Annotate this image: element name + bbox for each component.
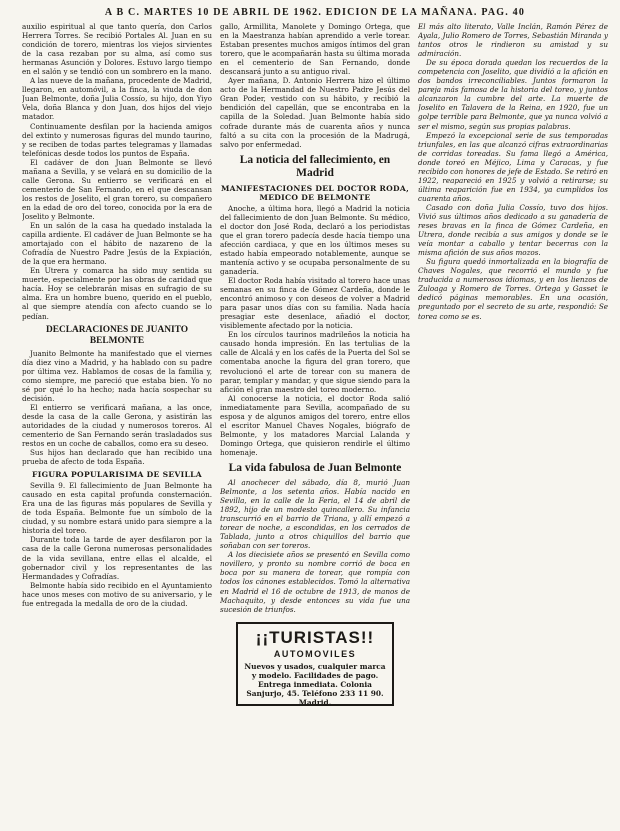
page-header: A B C. MARTES 10 DE ABRIL DE 1962. EDICION DE LA MAÑANA. PAG. 40	[104, 7, 526, 18]
declarations-headline: DECLARACIONES DE JUANITO BELMONTE	[45, 324, 189, 346]
article-paragraph: El cadáver de don Juan Belmonte se llevó mañana a Sevilla, y se velará en su domicilio de la calle Gerona. Su entierro se verificará en el cementerio de San Fernando, en el que descansan los restos de Joselito, el gran torero, su compañero en la edad de oro del toreo, conocida por la era de Joselito y Belmonte.	[22, 157, 212, 221]
doctor-roda-headline: MANIFESTACIONES DEL DOCTOR RODA, MEDICO DE BELMONTE	[220, 183, 410, 202]
article-paragraph: Al anochecer del sábado, día 8, murió Juan Belmonte, a los setenta años. Había nacido en Sevilla, en la calle de la Feria, el 14 de abril de 1892, hijo de un modesto quincallero. Su infancia transcurrió en el barrio de Triana, y allí empezó a torear de noche, a escondidas, en los cerrados de Tablada, junto a otros chiquillos del barrio que soñaban con ser toreros.	[220, 477, 410, 551]
ad-title: ¡¡TURISTAS!!	[255, 627, 375, 647]
article-paragraph: A los diecisiete años se presentó en Sevilla como novillero, y pronto su nombre corrió de boca en boca por su manera de torear, que rompía con todos los cánones establecidos. Tomó la alternativa en Madrid el 16 de octubre de 1913, de manos de Machaquito, y desde entonces su vida fue una sucesión de triunfos.	[220, 550, 410, 614]
article-paragraph: Continuamente desfilan por la hacienda amigos del extinto y numerosas figuras del mundo taurino, y se reciben de todas partes telegramas y llamadas telefónicas desde todos los puntos de España.	[22, 121, 212, 158]
article-paragraph: Durante toda la tarde de ayer desfilaron por la casa de la calle Gerona numerosas personalidades de la vida sevillana, entre ellas el alcalde, el gobernador civil y los representantes de las Hermandades y Cofradías.	[22, 535, 212, 581]
article-paragraph: Sevilla 9. El fallecimiento de Juan Belmonte ha causado en esta capital profunda consternación. Era una de las figuras más populares de Sevilla y de toda España. Belmonte fue un símbolo de la ciudad, y su nombre estará unido para siempre a la historia del toreo.	[22, 481, 212, 536]
article-paragraph: Sus hijos han declarado que han recibido una prueba de afecto de toda España.	[22, 448, 212, 467]
article-paragraph: En Utrera y comarca ha sido muy sentida su muerte, especialmente por las obras de caridad que hacía. Hoy se celebrarán misas en sufragio de su alma. Era un hombre bueno, querido en el pueblo, al que siempre atendía con afecto cuando se lo pedían.	[22, 266, 212, 321]
article-paragraph: gallo, Armillita, Manolete y Domingo Ortega, que en la Maestranza habían aprendido a verle torear. Estaban presentes muchos amigos íntimos del gran torero, que le acompañarán hasta su última morada en el cementerio de San Fernando, donde descansará junto a su antiguo rival.	[220, 22, 410, 77]
popular-figure-headline: FIGURA POPULARISIMA DE SEVILLA	[32, 470, 202, 480]
biography-section	[220, 478, 410, 614]
car-advertisement	[236, 622, 394, 706]
article-paragraph: Empezó la excepcional serie de sus temporadas triunfales, en las que alcanzó cifras extraordinarias de corridas toreadas. Su fama llegó a América, donde toreó en Méjico, Lima y Caracas, y fue recibido con honores de jefe de Estado. Se retiró en 1922, reapareció en 1925 y volvió a retirarse; su última reaparición fue en 1934, ya cumplidos los cuarenta años.	[418, 130, 608, 203]
article-paragraph: Casado con doña Julia Cossío, tuvo dos hijos. Vivió sus últimos años dedicado a su ganadería de reses bravas en la finca de Gómez Cardeña, en Utrera, donde recibía a sus amigos y donde se le veía montar a caballo y tentar becerras con la misma afición de sus años mozos.	[418, 202, 608, 258]
article-paragraph: Su figura quedó inmortalizada en la biografía de Chaves Nogales, que recorrió el mundo y fue traducida a numerosos idiomas, y en los lienzos de Zuloaga y Romero de Torres. Ortega y Gasset le dedicó páginas memorables. En una ocasión, preguntado por el secreto de su arte, respondió: Se torea como se es.	[418, 257, 608, 321]
ad-subtitle: AUTOMOVILES	[273, 648, 357, 659]
article-paragraph: auxilio espiritual al que tanto quería, don Carlos Herrera Torres. Se recibió Portales Al. Juan en su condición de torero, mientras los viejos sirvientes de la casa rezaban por su alma, así como sus hermanas Asunción y Dolores. Estuvo largo tiempo en el salón y se tendió con un sombrero en la mano.	[22, 22, 212, 77]
column-2	[220, 22, 410, 823]
article-paragraph: Ayer mañana, D. Antonio Herrera hizo el último acto de la Hermandad de Nuestro Padre Jesús del Gran Poder, vestido con su hábito, y recibió la bendición del capellán, que se encontraba en la capilla de la Soledad. Juan Belmonte había sido cofrade durante más de cuarenta años y nunca faltó a su cita con la procesión de la Madrugá, salvo por enfermedad.	[220, 76, 410, 149]
fabulous-life-headline: La vida fabulosa de Juan Belmonte	[228, 461, 402, 474]
article-paragraph: A las nueve de la mañana, procedente de Madrid, llegaron, en automóvil, a la finca, la viuda de don Juan Belmonte, doña Julia Cossío, su hijo, don Yiyo Vela, doña Blanca y don Juan, dos hijos del viejo matador.	[22, 76, 212, 122]
article-paragraph: El doctor Roda había visitado al torero hace unas semanas en su finca de Gómez Cardeña, donde le encontró animoso y con deseos de volver a Madrid para pasar unos días con su familia. Nada hacía presagiar este desenlace, añadió el doctor, visiblemente afectado por la noticia.	[220, 276, 410, 331]
columns	[22, 22, 608, 823]
article-paragraph: De su época dorada quedan los recuerdos de la competencia con Joselito, que dividió a la afición en dos bandos irreconciliables. Juntos formaron la pareja más famosa de la historia del toreo, y juntos alcanzaron la cumbre del arte. La muerte de Joselito en Talavera de la Reina, en 1920, fue un golpe terrible para Belmonte, que ya nunca volvió a ser el mismo, según sus propias palabras.	[418, 58, 608, 131]
column-3	[418, 22, 608, 823]
article-paragraph: El entierro se verificará mañana, a las once, desde la casa de la calle Gerona, y asistirán las autoridades de la ciudad y numerosos toreros. Al cementerio de San Fernando serán trasladados sus restos en un coche de caballos, como era su deseo.	[22, 402, 212, 449]
article-paragraph: En un salón de la casa ha quedado instalada la capilla ardiente. El cadáver de Juan Belmonte se ha amortajado con el hábito de nazareno de la Cofradía de Nuestro Padre Jesús de la Expiación, de la que era hermano.	[22, 221, 212, 267]
article-paragraph: En los círculos taurinos madrileños la noticia ha causado honda impresión. En las tertulias de la calle de Alcalá y en los cafés de la Puerta del Sol se comentaba anoche la figura del gran torero, que revolucionó el arte de torear con su manera de parar, templar y mandar, y que sigue siendo para la afición el gran maestro del toreo moderno.	[220, 330, 410, 394]
ad-body: Nuevos y usados, cualquier marca y modelo. Facilidades de pago. Entrega inmediata. Colonia Sanjurjo, 45. Teléfono 233 11 90. Madrid.	[244, 661, 386, 707]
article-paragraph: Anoche, a última hora, llegó a Madrid la noticia del fallecimiento de don Juan Belmonte. Su médico, el doctor don José Roda, declaró a los periodistas que el gran torero padecía desde hacía tiempo una afección cardiaca, y que en los últimos meses su estado había empeorado notablemente, aunque se mantenía activo y se ocupaba personalmente de su ganadería.	[220, 203, 410, 276]
article-paragraph: Al conocerse la noticia, el doctor Roda salió inmediatamente para Sevilla, acompañado de su esposa y de algunos amigos del torero, entre ellos el escritor Manuel Chaves Nogales, biógrafo de Belmonte, y los matadores Marcial Lalanda y Domingo Ortega, que quisieron rendirle el último homenaje.	[220, 393, 410, 457]
column-1	[22, 22, 212, 823]
article-paragraph: Belmonte había sido recibido en el Ayuntamiento hace unos meses con motivo de su aniversario, y le fue entregada la medalla de oro de la ciudad.	[22, 580, 212, 608]
article-paragraph: El más alto literato, Valle Inclán, Ramón Pérez de Ayala, Julio Romero de Torres, Sebastián Miranda y tantos otros le rindieron su amistad y su admiración.	[418, 22, 608, 59]
article-paragraph: Juanito Belmonte ha manifestado que el viernes día diez vino a Madrid, y ha hablado con su padre por última vez. Hablamos de cosas de la familia y, como siempre, me pareció que estaba bien. Yo no sé por qué lo ha hecho; nada hacía sospechar su decisión.	[22, 348, 212, 403]
death-news-headline: La noticia del fallecimiento, en Madrid	[239, 153, 391, 179]
